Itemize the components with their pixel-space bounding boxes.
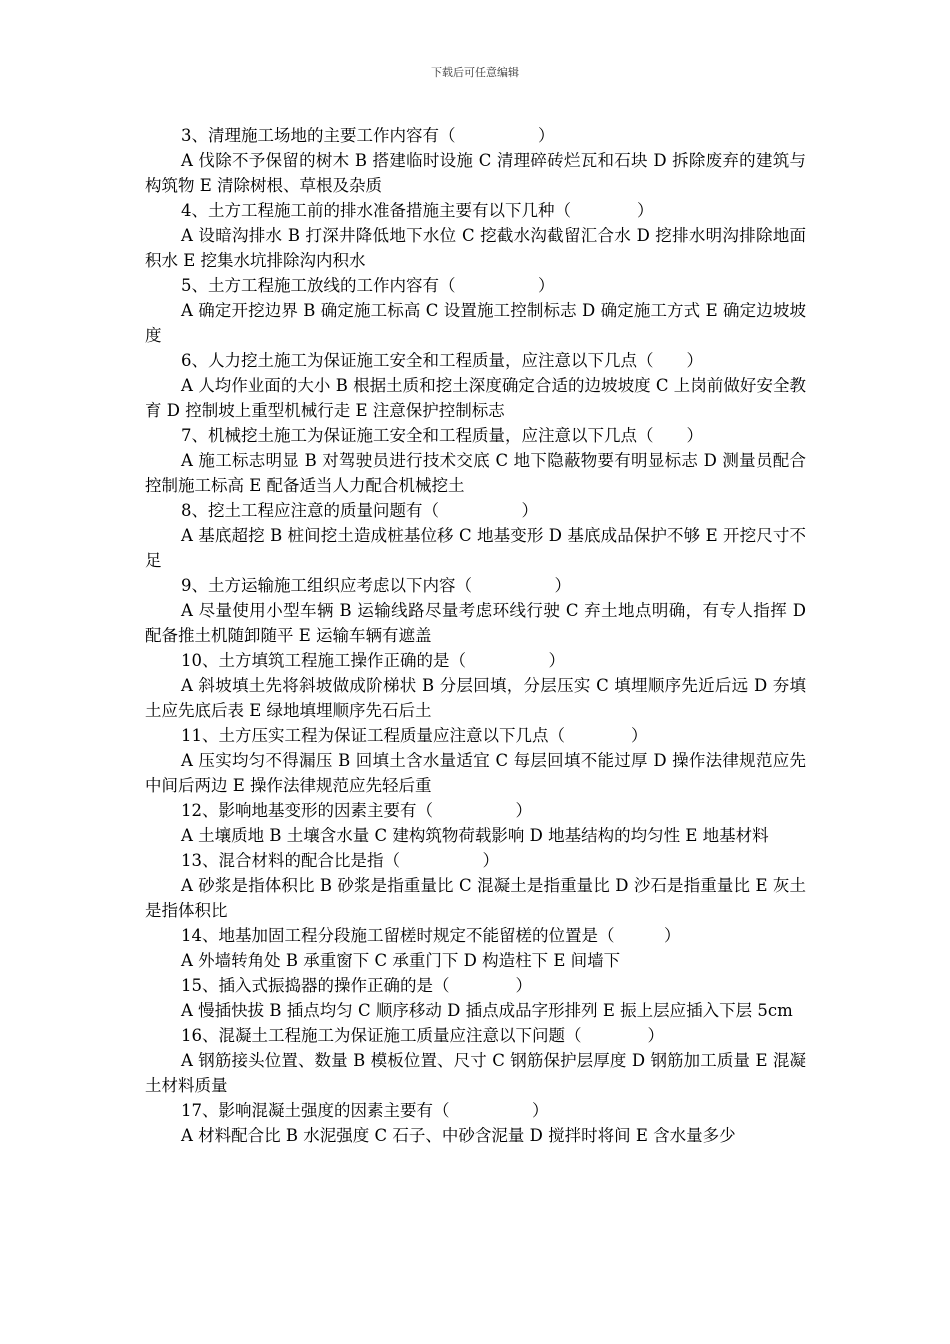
question-list (145, 123, 806, 1148)
page-header: 下载后可任意编辑 (431, 66, 519, 79)
question-12-options: A 土壤质地 B 土壤含水量 C 建构筑物荷载影响 D 地基结构的均匀性 E 地基材料 (181, 826, 769, 845)
question-13-stem: 13、混合材料的配合比是指（ ） (181, 851, 499, 870)
question-17-options: A 材料配合比 B 水泥强度 C 石子、中砂含泥量 D 搅拌时将间 E 含水量多少 (181, 1126, 736, 1145)
question-8-stem: 8、挖土工程应注意的质量问题有（ ） (181, 501, 538, 520)
question-6-options: A 人均作业面的大小 B 根据土质和挖土深度确定合适的边坡坡度 C 上岗前做好安全教育 D 控制坡上重型机械行走 E 注意保护控制标志 (145, 376, 806, 420)
question-4-options: A 设暗沟排水 B 打深井降低地下水位 C 挖截水沟截留汇合水 D 挖排水明沟排除地面积水 E 挖集水坑排除沟内积水 (145, 226, 806, 270)
question-10-stem: 10、土方填筑工程施工操作正确的是（ ） (181, 651, 565, 670)
question-14-stem: 14、地基加固工程分段施工留槎时规定不能留槎的位置是（ ） (181, 926, 681, 945)
question-11-stem: 11、土方压实工程为保证工程质量应注意以下几点（ ） (181, 726, 648, 745)
question-11-options: A 压实均匀不得漏压 B 回填土含水量适宜 C 每层回填不能过厚 D 操作法律规范应先中间后两边 E 操作法律规范应先轻后重 (145, 751, 806, 795)
question-7-options: A 施工标志明显 B 对驾驶员进行技术交底 C 地下隐蔽物要有明显标志 D 测量员配合控制施工标高 E 配备适当人力配合机械挖土 (145, 451, 806, 495)
question-15-stem: 15、插入式振捣器的操作正确的是（ ） (181, 976, 532, 995)
question-9-stem: 9、土方运输施工组织应考虑以下内容（ ） (181, 576, 571, 595)
question-16-options: A 钢筋接头位置、数量 B 模板位置、尺寸 C 钢筋保护层厚度 D 钢筋加工质量 E 混凝土材料质量 (145, 1051, 806, 1095)
question-4-stem: 4、土方工程施工前的排水准备措施主要有以下几种（ ） (181, 201, 654, 220)
question-15-options: A 慢插快拔 B 插点均匀 C 顺序移动 D 插点成品字形排列 E 振上层应插入下层 5cm (181, 1001, 793, 1020)
question-10-options: A 斜坡填土先将斜坡做成阶梯状 B 分层回填，分层压实 C 填埋顺序先近后远 D 夯填土应先底后表 E 绿地填埋顺序先石后土 (145, 676, 806, 720)
question-7-stem: 7、机械挖土施工为保证施工安全和工程质量，应注意以下几点（ ） (181, 426, 703, 445)
question-5-stem: 5、土方工程施工放线的工作内容有（ ） (181, 276, 555, 295)
question-6-stem: 6、人力挖土施工为保证施工安全和工程质量，应注意以下几点（ ） (181, 351, 703, 370)
question-8-options: A 基底超挖 B 桩间挖土造成桩基位移 C 地基变形 D 基底成品保护不够 E 开挖尺寸不足 (145, 526, 806, 570)
question-3-options: A 伐除不予保留的树木 B 搭建临时设施 C 清理碎砖烂瓦和石块 D 拆除废弃的建筑与构筑物 E 清除树根、草根及杂质 (145, 151, 806, 195)
question-5-options: A 确定开挖边界 B 确定施工标高 C 设置施工控制标志 D 确定施工方式 E 确定边坡坡度 (145, 301, 806, 345)
question-12-stem: 12、影响地基变形的因素主要有（ ） (181, 801, 532, 820)
question-17-stem: 17、影响混凝土强度的因素主要有（ ） (181, 1101, 549, 1120)
question-13-options: A 砂浆是指体积比 B 砂浆是指重量比 C 混凝土是指重量比 D 沙石是指重量比 E 灰土是指体积比 (145, 876, 806, 920)
question-14-options: A 外墙转角处 B 承重窗下 C 承重门下 D 构造柱下 E 间墙下 (181, 951, 621, 970)
question-16-stem: 16、混凝土工程施工为保证施工质量应注意以下问题（ ） (181, 1026, 664, 1045)
question-3-stem: 3、清理施工场地的主要工作内容有（ ） (181, 126, 555, 145)
question-9-options: A 尽量使用小型车辆 B 运输线路尽量考虑环线行驶 C 弃土地点明确，有专人指挥 D 配备推土机随卸随平 E 运输车辆有遮盖 (145, 601, 806, 645)
